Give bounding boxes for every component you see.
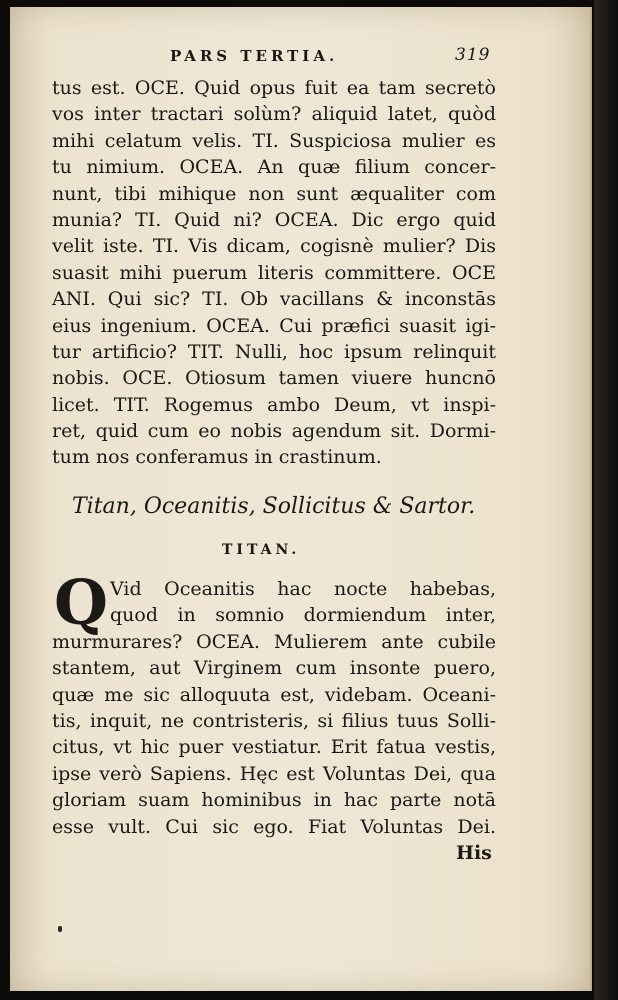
text-line: velit iste. TI. Vis dicam, cogisnè mulier? Dis [52, 235, 496, 258]
text-line: nobis. OCE. Otiosum tamen viuere huncnō [52, 367, 496, 390]
text-block-dream [52, 576, 496, 840]
text-block-dialogue [52, 75, 496, 471]
text-line: tus est. OCE. Quid opus fuit ea tam secretò [52, 77, 496, 99]
text-line: ret, quid cum eo nobis agendum sit. Dormi- [52, 420, 496, 443]
text-line: ipse verò Sapiens. Hęc est Voluntas Dei, qua [52, 762, 496, 785]
text-line: suasit mihi puerum literis committere. OCE [52, 261, 496, 284]
text-line: tum nos conferamus in crastinum. [52, 446, 382, 469]
text-line: tu nimium. OCEA. An quæ filium concer- [52, 156, 496, 179]
text-line: esse vult. Cui sic ego. Fiat Voluntas Dei. [52, 815, 496, 838]
text-line: tis, inquit, ne contristeris, si filius tuus Solli- [52, 709, 496, 732]
text-line: licet. TIT. Rogemus ambo Deum, vt inspi- [52, 393, 496, 416]
text-line: stantem, aut Virginem cum insonte puero, [52, 657, 496, 680]
running-header [10, 45, 590, 69]
ink-mark [58, 926, 62, 932]
running-title: PARS TERTIA. [170, 47, 339, 65]
text-line: vos inter tractari solùm? aliquid latet, quòd [52, 103, 496, 126]
drop-cap: Q [54, 566, 109, 639]
text-line: munia? TI. Quid ni? OCEA. Dic ergo quid [52, 208, 496, 231]
book-spine [594, 0, 618, 1000]
text-line: quod in somnio dormiendum inter, [110, 604, 496, 627]
page-number: 319 [455, 45, 491, 65]
text-line: citus, vt hic puer vestiatur. Erit fatua vestis, [52, 736, 496, 759]
text-line: murmurares? OCEA. Mulierem ante cubile [52, 630, 496, 653]
scene-subtitle: Titan, Oceanitis, Sollicitus & Sartor. [72, 494, 476, 519]
text-line: eius ingenium. OCEA. Cui præfici suasit igi- [52, 314, 496, 337]
text-line: tur artificio? TIT. Nulli, hoc ipsum relinquit [52, 340, 496, 363]
catchword: His [456, 842, 492, 864]
speaker-heading: TITAN. [222, 542, 301, 558]
text-line: nunt, tibi mihique non sunt æqualiter com [52, 182, 496, 205]
text-line: quæ me sic alloquuta est, videbam. Oceani- [52, 683, 496, 706]
text-line: gloriam suam hominibus in hac parte notā [52, 789, 496, 812]
text-line: mihi celatum velis. TI. Suspiciosa mulier es [52, 129, 496, 152]
text-line: Vid Oceanitis hac nocte habebas, [110, 578, 496, 600]
text-line: ANI. Qui sic? TI. Ob vacillans & inconstās [52, 288, 496, 311]
